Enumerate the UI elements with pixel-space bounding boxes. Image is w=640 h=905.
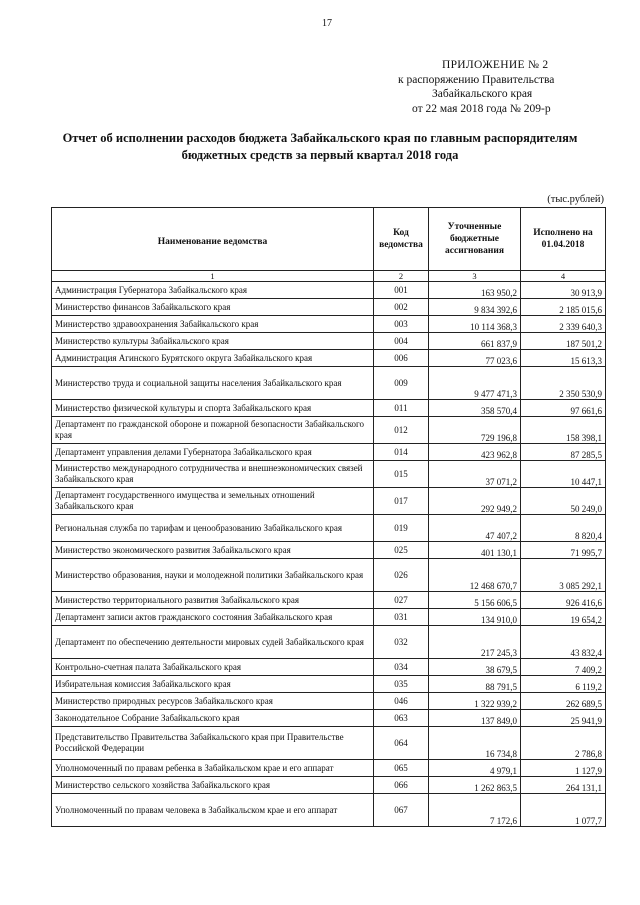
report-title xyxy=(40,130,600,164)
cell-planned: 137 849,0 xyxy=(429,710,521,727)
cell-name: Министерство экономического развития Забайкальского края xyxy=(52,542,374,559)
cell-code: 064 xyxy=(374,727,429,760)
cell-executed: 1 077,7 xyxy=(521,794,606,827)
cell-planned: 217 245,3 xyxy=(429,626,521,659)
cell-name: Департамент государственного имущества и земельных отношений Забайкальского края xyxy=(52,488,374,515)
cell-code: 019 xyxy=(374,515,429,542)
cell-name: Представительство Правительства Забайкальского края при Правительстве Российской Федерации xyxy=(52,727,374,760)
cell-executed: 7 409,2 xyxy=(521,659,606,676)
cell-planned: 163 950,2 xyxy=(429,282,521,299)
column-number: 4 xyxy=(521,271,606,282)
table-row xyxy=(52,316,606,333)
cell-code: 063 xyxy=(374,710,429,727)
cell-name: Министерство природных ресурсов Забайкальского края xyxy=(52,693,374,710)
header-code: Код ведомства xyxy=(374,208,429,271)
table-row xyxy=(52,559,606,592)
table-body xyxy=(52,282,606,827)
column-numbers-row xyxy=(52,271,606,282)
cell-executed: 87 285,5 xyxy=(521,444,606,461)
column-number: 2 xyxy=(374,271,429,282)
cell-code: 066 xyxy=(374,777,429,794)
cell-code: 027 xyxy=(374,592,429,609)
cell-planned: 9 477 471,3 xyxy=(429,367,521,400)
cell-code: 032 xyxy=(374,626,429,659)
header-executed: Исполнено на 01.04.2018 xyxy=(521,208,606,271)
table-row xyxy=(52,444,606,461)
appendix-title: ПРИЛОЖЕНИЕ № 2 xyxy=(442,59,549,71)
cell-executed: 158 398,1 xyxy=(521,417,606,444)
cell-name: Министерство сельского хозяйства Забайкальского края xyxy=(52,777,374,794)
report-title-line: бюджетных средств за первый квартал 2018 года xyxy=(181,148,459,162)
cell-planned: 401 130,1 xyxy=(429,542,521,559)
table-row xyxy=(52,299,606,316)
cell-name: Министерство физической культуры и спорта Забайкальского края xyxy=(52,400,374,417)
cell-code: 015 xyxy=(374,461,429,488)
cell-executed: 10 447,1 xyxy=(521,461,606,488)
cell-name: Департамент записи актов гражданского состояния Забайкальского края xyxy=(52,609,374,626)
cell-executed: 15 613,3 xyxy=(521,350,606,367)
cell-code: 001 xyxy=(374,282,429,299)
table-row xyxy=(52,760,606,777)
cell-name: Департамент по обеспечению деятельности мировых судей Забайкальского края xyxy=(52,626,374,659)
cell-code: 025 xyxy=(374,542,429,559)
table-row xyxy=(52,282,606,299)
cell-name: Министерство труда и социальной защиты населения Забайкальского края xyxy=(52,367,374,400)
cell-executed: 97 661,6 xyxy=(521,400,606,417)
table-row xyxy=(52,515,606,542)
cell-executed: 2 350 530,9 xyxy=(521,367,606,400)
cell-name: Уполномоченный по правам человека в Забайкальском крае и его аппарат xyxy=(52,794,374,827)
table-row xyxy=(52,592,606,609)
cell-planned: 134 910,0 xyxy=(429,609,521,626)
cell-planned: 10 114 368,3 xyxy=(429,316,521,333)
cell-code: 067 xyxy=(374,794,429,827)
cell-executed: 187 501,2 xyxy=(521,333,606,350)
table-row xyxy=(52,794,606,827)
table-row xyxy=(52,461,606,488)
cell-planned: 47 407,2 xyxy=(429,515,521,542)
table-row xyxy=(52,777,606,794)
table-row xyxy=(52,676,606,693)
cell-code: 002 xyxy=(374,299,429,316)
cell-planned: 729 196,8 xyxy=(429,417,521,444)
cell-name: Министерство здравоохранения Забайкальского края xyxy=(52,316,374,333)
cell-executed: 19 654,2 xyxy=(521,609,606,626)
table-row xyxy=(52,659,606,676)
table-row xyxy=(52,727,606,760)
cell-name: Администрация Губернатора Забайкальского края xyxy=(52,282,374,299)
appendix-line: Забайкальского края xyxy=(432,88,533,100)
cell-executed: 926 416,6 xyxy=(521,592,606,609)
column-number: 3 xyxy=(429,271,521,282)
table-row xyxy=(52,626,606,659)
cell-name: Администрация Агинского Бурятского округа Забайкальского края xyxy=(52,350,374,367)
cell-executed: 30 913,9 xyxy=(521,282,606,299)
cell-planned: 423 962,8 xyxy=(429,444,521,461)
cell-planned: 7 172,6 xyxy=(429,794,521,827)
cell-code: 026 xyxy=(374,559,429,592)
cell-code: 017 xyxy=(374,488,429,515)
cell-name: Уполномоченный по правам ребенка в Забайкальском крае и его аппарат xyxy=(52,760,374,777)
cell-code: 031 xyxy=(374,609,429,626)
cell-code: 003 xyxy=(374,316,429,333)
cell-planned: 37 071,2 xyxy=(429,461,521,488)
report-title-line: Отчет об исполнении расходов бюджета Забайкальского края по главным распорядителям xyxy=(62,131,578,145)
cell-name: Министерство территориального развития Забайкальского края xyxy=(52,592,374,609)
table-row xyxy=(52,542,606,559)
cell-executed: 3 085 292,1 xyxy=(521,559,606,592)
table-row xyxy=(52,488,606,515)
cell-executed: 264 131,1 xyxy=(521,777,606,794)
cell-planned: 16 734,8 xyxy=(429,727,521,760)
header-name: Наименование ведомства xyxy=(52,208,374,271)
cell-code: 011 xyxy=(374,400,429,417)
cell-name: Министерство международного сотрудничества и внешнеэкономических связей Забайкальского края xyxy=(52,461,374,488)
units-label: (тыс.рублей) xyxy=(547,194,604,205)
cell-planned: 77 023,6 xyxy=(429,350,521,367)
cell-code: 034 xyxy=(374,659,429,676)
cell-name: Министерство образования, науки и молодежной политики Забайкальского края xyxy=(52,559,374,592)
table-row xyxy=(52,350,606,367)
cell-executed: 2 185 015,6 xyxy=(521,299,606,316)
cell-name: Контрольно-счетная палата Забайкальского края xyxy=(52,659,374,676)
cell-executed: 43 832,4 xyxy=(521,626,606,659)
cell-planned: 1 322 939,2 xyxy=(429,693,521,710)
cell-name: Министерство культуры Забайкальского края xyxy=(52,333,374,350)
cell-name: Региональная служба по тарифам и ценообразованию Забайкальского края xyxy=(52,515,374,542)
budget-table xyxy=(51,207,606,827)
table-row xyxy=(52,333,606,350)
table-row xyxy=(52,693,606,710)
table-row xyxy=(52,609,606,626)
cell-code: 014 xyxy=(374,444,429,461)
cell-planned: 88 791,5 xyxy=(429,676,521,693)
cell-planned: 12 468 670,7 xyxy=(429,559,521,592)
cell-executed: 25 941,9 xyxy=(521,710,606,727)
cell-code: 046 xyxy=(374,693,429,710)
table-row xyxy=(52,400,606,417)
cell-name: Министерство финансов Забайкальского края xyxy=(52,299,374,316)
table-row xyxy=(52,417,606,444)
header-planned: Уточненные бюджетные ассигнования xyxy=(429,208,521,271)
column-number: 1 xyxy=(52,271,374,282)
cell-name: Департамент по гражданской обороне и пожарной безопасности Забайкальского края xyxy=(52,417,374,444)
cell-code: 004 xyxy=(374,333,429,350)
cell-planned: 358 570,4 xyxy=(429,400,521,417)
cell-executed: 8 820,4 xyxy=(521,515,606,542)
cell-planned: 9 834 392,6 xyxy=(429,299,521,316)
cell-executed: 50 249,0 xyxy=(521,488,606,515)
cell-planned: 1 262 863,5 xyxy=(429,777,521,794)
cell-executed: 1 127,9 xyxy=(521,760,606,777)
cell-code: 006 xyxy=(374,350,429,367)
cell-executed: 262 689,5 xyxy=(521,693,606,710)
cell-code: 065 xyxy=(374,760,429,777)
table-row xyxy=(52,367,606,400)
page-number: 17 xyxy=(322,18,332,29)
cell-executed: 2 786,8 xyxy=(521,727,606,760)
cell-name: Департамент управления делами Губернатора Забайкальского края xyxy=(52,444,374,461)
cell-planned: 661 837,9 xyxy=(429,333,521,350)
cell-planned: 38 679,5 xyxy=(429,659,521,676)
appendix-header xyxy=(398,58,554,116)
cell-name: Избирательная комиссия Забайкальского края xyxy=(52,676,374,693)
cell-executed: 71 995,7 xyxy=(521,542,606,559)
cell-planned: 4 979,1 xyxy=(429,760,521,777)
table-row xyxy=(52,710,606,727)
cell-executed: 2 339 640,3 xyxy=(521,316,606,333)
cell-planned: 292 949,2 xyxy=(429,488,521,515)
cell-code: 012 xyxy=(374,417,429,444)
cell-name: Законодательное Собрание Забайкальского края xyxy=(52,710,374,727)
cell-executed: 6 119,2 xyxy=(521,676,606,693)
appendix-line: от 22 мая 2018 года № 209-р xyxy=(412,102,551,115)
cell-code: 035 xyxy=(374,676,429,693)
cell-planned: 5 156 606,5 xyxy=(429,592,521,609)
cell-code: 009 xyxy=(374,367,429,400)
appendix-line: к распоряжению Правительства xyxy=(398,73,555,86)
